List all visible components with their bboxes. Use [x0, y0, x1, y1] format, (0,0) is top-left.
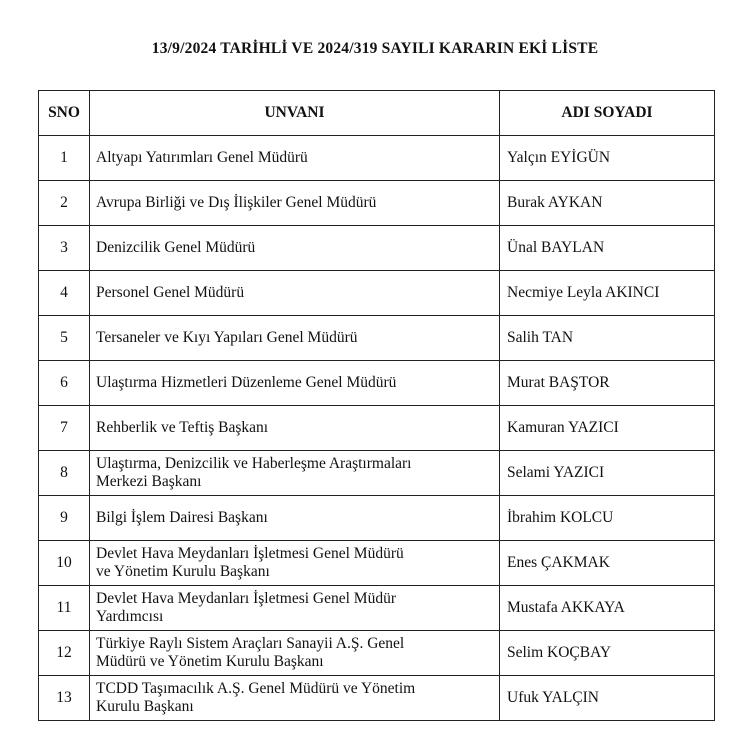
row-adi-soyadi: Burak AYKAN: [500, 181, 715, 226]
row-unvan: Denizcilik Genel Müdürü: [90, 226, 500, 271]
row-unvan-line: Kurulu Başkanı: [96, 698, 194, 715]
row-unvan-line: Türkiye Raylı Sistem Araçları Sanayii A.Ş. Genel: [96, 635, 405, 652]
table-row: [39, 586, 715, 631]
row-unvan-line: Müdürü ve Yönetim Kurulu Başkanı: [96, 653, 324, 670]
row-adi-soyadi: Kamuran YAZICI: [500, 406, 715, 451]
row-sno: 4: [39, 271, 90, 316]
table-row: [39, 181, 715, 226]
row-sno: 12: [39, 631, 90, 676]
row-unvan-line: Devlet Hava Meydanları İşletmesi Genel Müdürü: [96, 545, 404, 562]
row-unvan: Rehberlik ve Teftiş Başkanı: [90, 406, 500, 451]
row-unvan: Avrupa Birliği ve Dış İlişkiler Genel Müdürü: [90, 181, 500, 226]
table-row: [39, 631, 715, 676]
row-unvan: [90, 631, 500, 676]
row-sno: 9: [39, 496, 90, 541]
table-row: [39, 406, 715, 451]
row-adi-soyadi: İbrahim KOLCU: [500, 496, 715, 541]
row-unvan: [90, 586, 500, 631]
table-row: [39, 541, 715, 586]
row-unvan-line: ve Yönetim Kurulu Başkanı: [96, 563, 270, 580]
row-unvan-line: Devlet Hava Meydanları İşletmesi Genel Müdür: [96, 590, 397, 607]
row-adi-soyadi: Ünal BAYLAN: [500, 226, 715, 271]
row-unvan: Altyapı Yatırımları Genel Müdürü: [90, 136, 500, 181]
row-sno: 1: [39, 136, 90, 181]
row-unvan: Ulaştırma Hizmetleri Düzenleme Genel Müdürü: [90, 361, 500, 406]
table-row: [39, 226, 715, 271]
table-header-row: [39, 91, 715, 136]
appointment-list-table: [38, 90, 715, 721]
row-unvan: [90, 541, 500, 586]
row-adi-soyadi: Yalçın EYİGÜN: [500, 136, 715, 181]
row-unvan: [90, 676, 500, 721]
row-adi-soyadi: Salih TAN: [500, 316, 715, 361]
row-adi-soyadi: Necmiye Leyla AKINCI: [500, 271, 715, 316]
table-row: [39, 676, 715, 721]
row-adi-soyadi: Enes ÇAKMAK: [500, 541, 715, 586]
header-sno: SNO: [39, 91, 90, 136]
row-sno: 7: [39, 406, 90, 451]
document-title: 13/9/2024 TARİHLİ VE 2024/319 SAYILI KARARIN EKİ LİSTE: [151, 40, 599, 57]
table-row: [39, 271, 715, 316]
row-adi-soyadi: Selami YAZICI: [500, 451, 715, 496]
row-sno: 13: [39, 676, 90, 721]
row-unvan: Personel Genel Müdürü: [90, 271, 500, 316]
row-unvan-line: Merkezi Başkanı: [96, 473, 202, 490]
row-sno: 5: [39, 316, 90, 361]
table-row: [39, 136, 715, 181]
row-unvan: Bilgi İşlem Dairesi Başkanı: [90, 496, 500, 541]
row-adi-soyadi: Selim KOÇBAY: [500, 631, 715, 676]
row-sno: 2: [39, 181, 90, 226]
row-sno: 11: [39, 586, 90, 631]
row-sno: 3: [39, 226, 90, 271]
table-row: [39, 451, 715, 496]
header-unvan: UNVANI: [90, 91, 500, 136]
table-row: [39, 496, 715, 541]
row-adi-soyadi: Ufuk YALÇIN: [500, 676, 715, 721]
table-row: [39, 316, 715, 361]
row-unvan-line: Ulaştırma, Denizcilik ve Haberleşme Araştırmaları: [96, 455, 412, 472]
row-sno: 10: [39, 541, 90, 586]
row-unvan-line: Yardımcısı: [96, 608, 164, 625]
row-unvan: Tersaneler ve Kıyı Yapıları Genel Müdürü: [90, 316, 500, 361]
table-row: [39, 361, 715, 406]
row-unvan-line: TCDD Taşımacılık A.Ş. Genel Müdürü ve Yönetim: [96, 680, 416, 697]
row-unvan: [90, 451, 500, 496]
header-adi-soyadi: ADI SOYADI: [500, 91, 715, 136]
row-sno: 6: [39, 361, 90, 406]
row-adi-soyadi: Mustafa AKKAYA: [500, 586, 715, 631]
row-adi-soyadi: Murat BAŞTOR: [500, 361, 715, 406]
row-sno: 8: [39, 451, 90, 496]
